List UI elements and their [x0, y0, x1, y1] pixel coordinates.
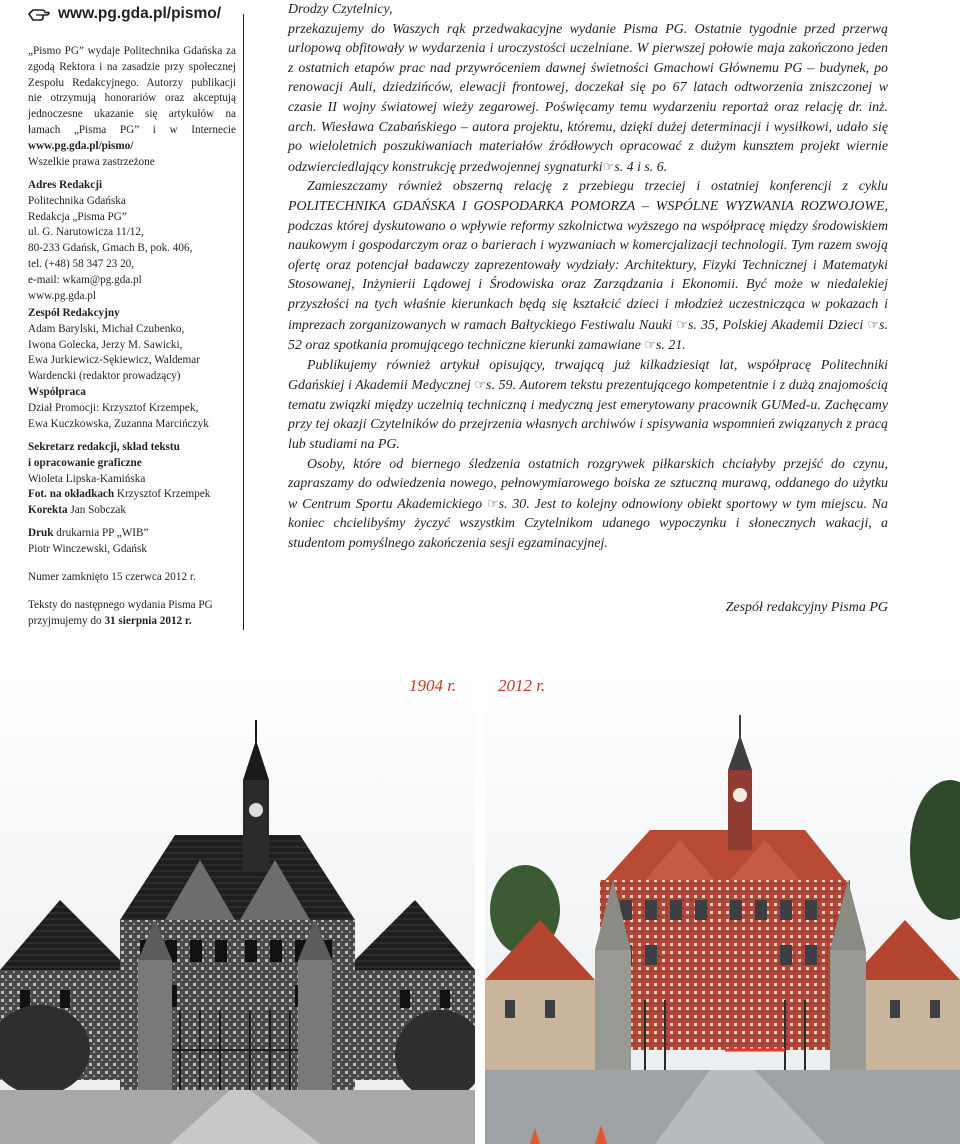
- paragraph-text: Zamieszczamy również obszerną relację z przebiegu trzeciej i ostatniej konferencji z cyklu POLITECHNIKA GDAŃSKA I GOSPODARKA POMORZA – WSPÓLNE WYZWANIA ROZWOJOWE, podczas której dyskutowano o wpływie reformy szkolnictwa wyższego na współpracę między środowiskiem naukowym i gospodarczym oraz o barierach i wyzwaniach w komercjalizacji technologii. Tym razem swoją ofertę oraz potencjał badawczy zaprezentowały wydziały: Architektury, Fizyki Technicznej i Matematyki Stosowanej, Inżynierii Lądowej i Środowiska oraz Zarządzania i Ekonomii. Być może w niedalekiej przyszłości na tych właśnie kierunkach będą się kształcić dzieci i młodzież uczestnicząca w pokazach i imprezach zorganizowanych w ramach Bałtyckiego Festiwalu Nauki: [288, 179, 888, 333]
- secretary-heading-2: i opracowanie graficzne: [28, 456, 142, 469]
- editorial-member-line: Ewa Jurkiewicz-Sękiewicz, Waldemar: [28, 354, 200, 367]
- address-line: Politechnika Gdańska: [28, 194, 126, 207]
- site-url[interactable]: www.pg.gda.pl/pismo/: [58, 5, 222, 22]
- page-ref-icon: ☞: [602, 158, 615, 174]
- intro-text: „Pismo PG” wydaje Politechnika Gdańska za zgodą Rektora i na zasadzie przy społecznej Zespołu Redakcyjnego. Autorzy publikacji nie otrzymują honorariów oraz akceptują jednoczesne ukazanie się artykułów na łamach „Pisma PG” i w Internecie: [28, 45, 236, 136]
- phone-line: tel. (+48) 58 347 23 20,: [28, 257, 135, 270]
- colophon-column: [28, 0, 236, 640]
- address-block: [28, 178, 236, 304]
- modern-building-photo-2012: [485, 670, 960, 1144]
- issue-closed-note: [28, 570, 236, 586]
- paragraph-text: Autorem tekstu prezentującego kompetentnie i z dużą znajomością tematu związki między uczelnią techniczną i medyczną jest emerytowany pracownik GUMed-u. Zachęcamy przy tej okazji Czytelników do przejrzenia własnych archiwów i spisywania wspomnień związanych z pracą lub studiami na PG.: [288, 378, 888, 453]
- print-city: Piotr Winczewski, Gdańsk: [28, 542, 147, 555]
- page-reference[interactable]: s. 59.: [486, 378, 516, 394]
- cooperation-line: Dział Promocji: Krzysztof Krzempek,: [28, 401, 199, 414]
- page-reference[interactable]: s. 21.: [656, 338, 686, 354]
- historic-building-photo-1904: [0, 670, 475, 1144]
- page-ref-icon: ☞: [486, 495, 499, 511]
- issue-closed-text: Numer zamknięto 15 czerwca 2012 r.: [28, 571, 196, 583]
- cooperation-line: Ewa Kuczkowska, Zuzanna Marcińczyk: [28, 417, 209, 430]
- next-issue-note: [28, 598, 236, 630]
- page-reference[interactable]: s. 35,: [688, 317, 719, 333]
- cooperation-heading: Współpraca: [28, 385, 86, 398]
- rights-text: Wszelkie prawa zastrzeżone: [28, 155, 155, 168]
- letter-paragraph-4: [288, 455, 888, 554]
- proofreading-label: Korekta: [28, 504, 68, 517]
- proofreading-name: Jan Sobczak: [70, 504, 126, 517]
- page-ref-icon: ☞: [474, 377, 487, 393]
- editorial-member-line: Iwona Golecka, Jerzy M. Sawicki,: [28, 338, 183, 351]
- next-issue-date: 31 sierpnia 2012 r.: [104, 614, 192, 627]
- cover-photo-name: Krzysztof Krzempek: [116, 488, 211, 501]
- page-ref-icon: ☞: [676, 316, 688, 332]
- page-ref-icon: ☞: [867, 316, 880, 332]
- editorial-member-line: Wardencki (redaktor prowadzący): [28, 370, 181, 383]
- letter-paragraph-2: [288, 177, 888, 355]
- next-issue-text: Teksty do następnego wydania Pisma PG przyjmujemy do: [28, 599, 213, 627]
- print-label: Druk: [28, 527, 54, 539]
- paragraph-text: Publikujemy również artykuł opisujący, trwającą już kilkadziesiąt lat, współpracę Politechniki Gdańskiej i Akademii Medycznej: [288, 357, 888, 394]
- photo-year-label-2012: 2012 r.: [498, 676, 546, 695]
- letter-signature: Zespół redakcyjny Pisma PG: [725, 600, 888, 615]
- address-line: 80-233 Gdańsk, Gmach B, pok. 406,: [28, 242, 193, 255]
- editorial-team-block: [28, 306, 236, 432]
- editorial-heading: Zespół Redakcyjny: [28, 307, 120, 319]
- editorial-letter: [288, 0, 888, 554]
- page-reference[interactable]: s. 4 i s. 6.: [614, 159, 668, 175]
- editorial-member-line: Adam Barylski, Michał Czubenko,: [28, 322, 185, 335]
- paragraph-text: Jest to kolejny odnowiony obiekt sportowy w tym miejscu. Na koniec chcielibyśmy życzyć wszystkim Czytelnikom udanego wypoczynku i słonecznych wakacji, a studentom pomyślnego zakończenia sesji egzaminacyjnej.: [288, 496, 888, 552]
- address-heading: Adres Redakcji: [28, 179, 103, 191]
- print-block: [28, 526, 236, 558]
- secretary-name: Wioleta Lipska-Kamińska: [28, 472, 146, 485]
- paragraph-text: przekazujemy do Waszych rąk przedwakacyjne wydanie Pisma PG. Ostatnie tygodnie przed przerwą urlopową obfitowały w wydarzenia i uroczystości uczelniane. W pierwszej połowie maja zakończono jeden z ostatnich etapów prac nad przywróceniem dawnej świetności Gmachowi Głównemu PG – budynek, po renowacji Auli, dziedzińców, elewacji frontowej, doczekał się po 67 latach odtworzenia zniszczonej w czasie II wojny światowej wieży zegarowej. Poświęcamy temu wydarzeniu reportaż oraz relację dr. inż. arch. Wiesława Czabańskiego – autora projektu, któremu, dzięki dużej determinacji i wysiłkowi, udało się po wieloletnich poszukiwaniach materiałów źródłowych opracować z dużym kunsztem projekt wiernie odzwierciedlający konstrukcję przedwojennej sygnaturki: [288, 21, 888, 175]
- website-line[interactable]: www.pg.gda.pl: [28, 289, 96, 302]
- paragraph-text: Polskiej Akademii Dzieci: [722, 317, 864, 333]
- secretary-heading: Sekretarz redakcji, skład tekstu: [28, 441, 180, 453]
- secretary-block: [28, 440, 236, 519]
- address-line: ul. G. Narutowicza 11/12,: [28, 226, 144, 239]
- colophon-intro: [28, 44, 236, 170]
- page-reference[interactable]: s. 52: [288, 317, 888, 354]
- page-reference[interactable]: s. 30.: [498, 496, 530, 512]
- address-line: Redakcja „Pisma PG”: [28, 210, 127, 223]
- print-value: drukarnia PP „WIB”: [56, 527, 149, 539]
- column-divider: [243, 14, 244, 630]
- letter-paragraph-3: [288, 356, 888, 455]
- intro-link[interactable]: www.pg.gda.pl/pismo/: [28, 139, 134, 152]
- letter-paragraph-1: [288, 20, 888, 178]
- page-ref-icon: ☞: [644, 337, 657, 353]
- photo-year-label-1904: 1904 r.: [409, 676, 457, 695]
- paragraph-text: oraz spotkania promującego techniczne kierunki zamawiane: [305, 338, 641, 354]
- paragraph-text: Osoby, które od biernego śledzenia ostatnich rozgrywek piłkarskich chciałyby przejść do czynu, zapraszamy do odwiedzenia nowego, pełnowymiarowego boiska ze sztuczną murawą, oddanego do użytku w Centrum Sportu Akademickiego: [288, 456, 888, 512]
- email-line[interactable]: e-mail: wkam@pg.gda.pl: [28, 273, 142, 286]
- cover-photo-label: Fot. na okładkach: [28, 488, 115, 501]
- letter-greeting: Drodzy Czytelnicy,: [288, 2, 393, 17]
